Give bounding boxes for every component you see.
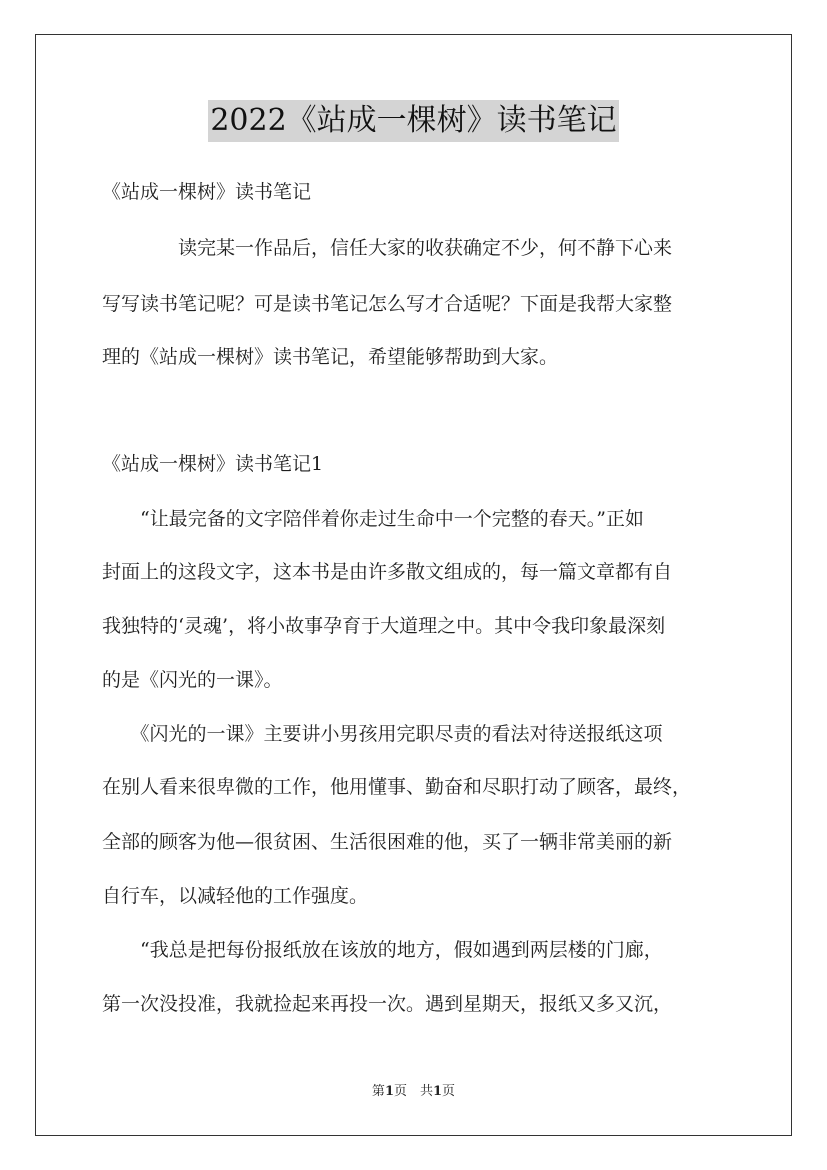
page-current: 1 — [384, 1084, 394, 1099]
body-line: 《闪光的一课》主要讲小男孩用完职尽责的看法对待送报纸这项 — [102, 723, 663, 745]
section-heading: 《站成一棵树》读书笔记1 — [102, 453, 324, 475]
page-footer — [0, 1083, 827, 1101]
page-label-mid: 页 共 — [393, 1084, 433, 1099]
body-line: 全部的顾客为他—很贫困、生活很困难的他，买了一辆非常美丽的新 — [102, 831, 673, 853]
body-line: 的是《闪光的一课》。 — [102, 669, 283, 691]
body-line: “我总是把每份报纸放在该放的地方，假如遇到两层楼的门廊， — [102, 939, 663, 961]
body-line: “让最完备的文字陪伴着你走过生命中一个完整的春天。”正如 — [102, 508, 644, 530]
body-line: 在别人看来很卑微的工作，他用懂事、勤奋和尽职打动了顾客，最终， — [102, 776, 692, 798]
body-line: 第一次没投准，我就捡起来再投一次。遇到星期天，报纸又多又沉， — [102, 993, 673, 1015]
body-line: 理的《站成一棵树》读书笔记，希望能够帮助到大家。 — [102, 346, 559, 368]
body-line: 封面上的这段文字，这本书是由许多散文组成的，每一篇文章都有自 — [102, 561, 673, 583]
body-line: 写写读书笔记呢？可是读书笔记怎么写才合适呢？下面是我帮大家整 — [102, 293, 673, 315]
title-container — [0, 100, 827, 142]
body-line: 自行车，以减轻他的工作强度。 — [102, 885, 369, 907]
page-total: 1 — [433, 1084, 443, 1099]
page-label-prefix: 第 — [371, 1084, 385, 1099]
body-line: 我独特的‘灵魂’，将小故事孕育于大道理之中。其中令我印象最深刻 — [102, 615, 666, 637]
subtitle-line: 《站成一棵树》读书笔记 — [102, 181, 312, 203]
body-line: 读完某一作品后，信任大家的收获确定不少，何不静下心来 — [102, 237, 673, 259]
document-title: 2022《站成一棵树》读书笔记 — [208, 100, 618, 142]
page-label-suffix: 页 — [442, 1084, 456, 1099]
